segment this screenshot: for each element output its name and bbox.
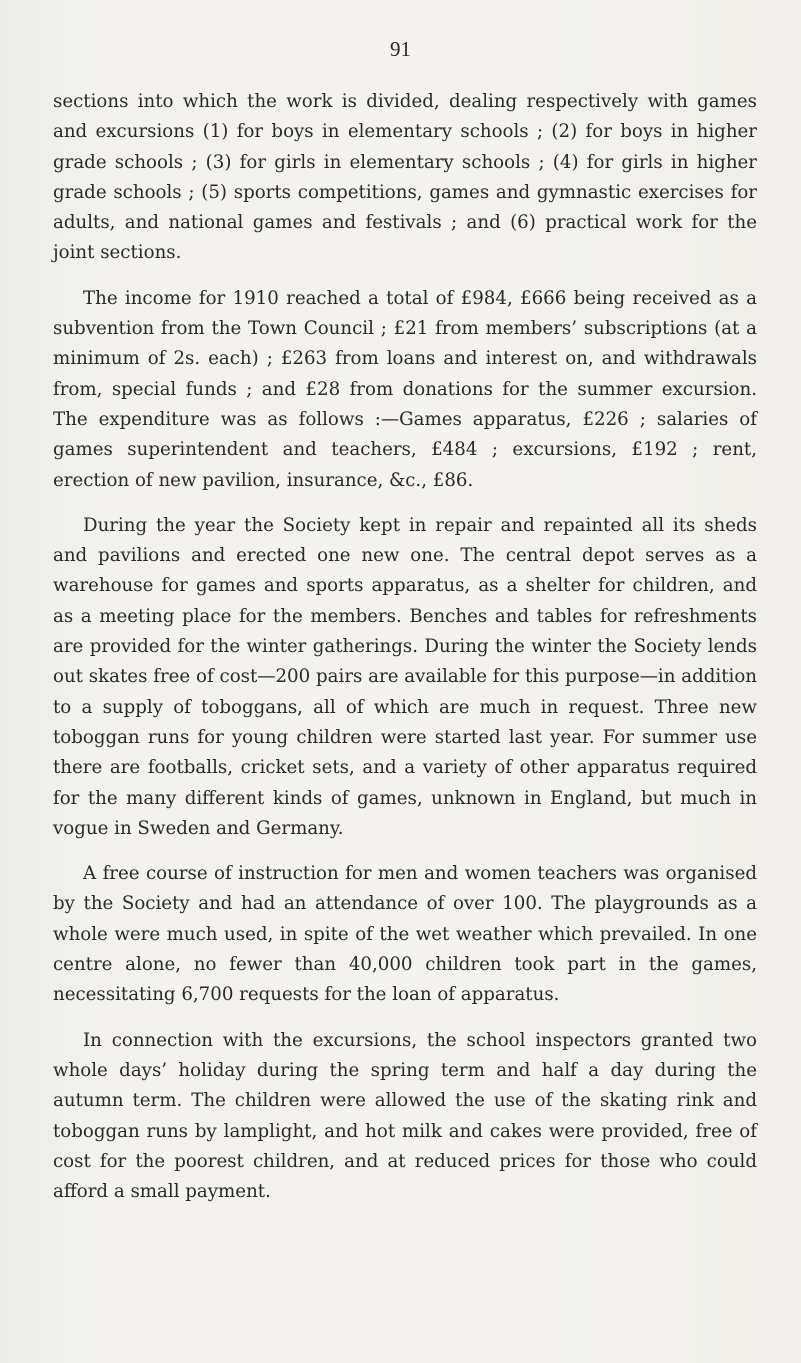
page-body [53,87,757,1222]
paragraph-excursions: In connection with the excursions, the school inspectors granted two whole days’ holiday during the spring term and half a day during the autumn term. The children were allowed the use of the skating rink and toboggan runs by lamplight, and hot milk and cakes were provided, free of cost for the poorest children, and at reduced prices for those who could afford a small payment. [53,1029,757,1203]
paragraph-instruction-course: A free course of instruction for men and women teachers was organised by the Society and had an attendance of over 100. The playgrounds as a whole were much used, in spite of the wet weather which prevailed. In one centre alone, no fewer than 40,000 children took part in the games, necessitating 6,700 requests for the loan of apparatus. [53,863,757,1006]
paragraph-sheds-pavilions: During the year the Society kept in repair and repainted all its sheds and pavilions and erected one new one. The central depot serves as a warehouse for games and sports apparatus, as a shelter for children, and as a meeting place for the members. Benches and tables for refreshments are provided for the winter gatherings. During the winter the Society lends out skates free of cost—200 pairs are available for this purpose—in addition to a supply of toboggans, all of which are much in request. Three new toboggan runs for young children were started last year. For summer use there are footballs, cricket sets, and a variety of other apparatus required for the many different kinds of games, unknown in England, but much in vogue in Sweden and Germany. [53,514,757,839]
paragraph-income: The income for 1910 reached a total of £984, £666 being received as a subvention from the Town Council ; £21 from members’ subscriptions (at a minimum of 2s. each) ; £263 from loans and interest on, and withdrawals from, special funds ; and £28 from donations for the summer excursion. The expenditure was as follows :—Games apparatus, £226 ; salaries of games superintendent and teachers, £484 ; excursions, £192 ; rent, erection of new pavilion, insurance, &c., £86. [53,287,757,491]
page-number: 91 [390,37,411,61]
paragraph-sections: sections into which the work is divided, dealing respectively with games and excursions (1) for boys in elementary schools ; (2) for boys in higher grade schools ; (3) for girls in elementary schools ; (4) for girls in higher grade schools ; (5) sports competitions, games and gymnastic exercises for adults, and national games and festivals ; and (6) practical work for the joint sections. [53,91,757,264]
